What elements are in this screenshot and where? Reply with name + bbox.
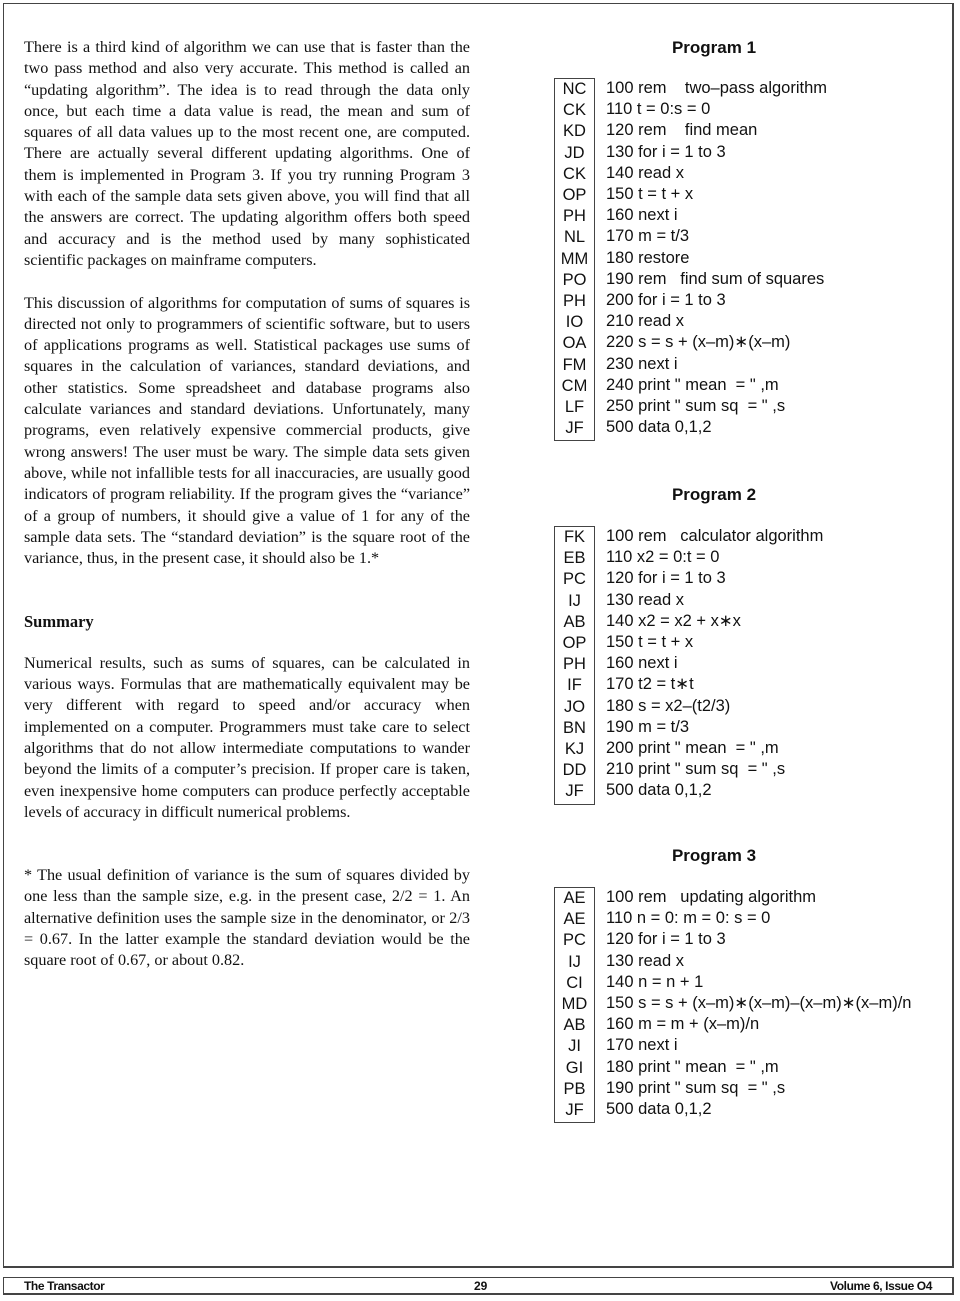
code-line: 230 next i — [606, 354, 678, 373]
program-3-listing — [554, 887, 911, 1123]
magazine-name: The Transactor — [24, 1279, 105, 1293]
article-text-column — [24, 37, 470, 972]
code-line: 180 restore — [606, 248, 690, 267]
checksum-code: CK — [563, 164, 586, 183]
program-2-title: Program 2 — [671, 485, 757, 504]
code-line: 240 print " mean = " ,m — [606, 375, 779, 394]
code-line: 220 s = s + (x–m)∗(x–m) — [606, 333, 791, 352]
checksum-code: IJ — [568, 952, 581, 971]
program-3-checksums — [554, 887, 595, 1123]
checksum-code: CI — [566, 973, 583, 992]
code-line: 140 read x — [606, 163, 684, 182]
code-line: 140 n = n + 1 — [606, 972, 704, 991]
paragraph-summary: Numerical results, such as sums of squares, can be calculated in various ways. Formulas that are mathematically equivalent may be very different with regard to speed and/or accuracy when implemented on a computer. Programmers must take care to select algorithms that do not allow intermediate computations to wander beyond the limits of a computer’s precision. If proper care is taken, even inexpensive home computers can produce perfectly acceptable levels of accuracy in difficult numerical problems. — [24, 653, 470, 821]
footnote: * The usual definition of variance is the sum of squares divided by one less than the sample size, e.g. in the present case, 2/2 = 1. An alternative definition uses the sample size in the denominator, or 2/3 = 0.67. In the latter example the standard deviation would be the square root of 0.67, or about 0.82. — [24, 866, 470, 970]
checksum-code: PO — [562, 270, 587, 289]
code-line: 100 rem two–pass algorithm — [606, 79, 828, 97]
code-line: 110 x2 = 0:t = 0 — [606, 548, 720, 567]
code-line: 140 x2 = x2 + x∗x — [606, 611, 741, 630]
code-line: 500 data 0,1,2 — [606, 1100, 712, 1119]
code-line: 180 print " mean = " ,m — [606, 1057, 779, 1076]
checksum-code: PH — [563, 655, 586, 674]
program-2-checksums — [554, 526, 595, 805]
program-1-checksums — [554, 78, 595, 441]
code-line: 130 read x — [606, 951, 684, 970]
checksum-code: IF — [567, 676, 582, 695]
program-1-listing — [554, 78, 827, 441]
code-line: 200 print " mean = " ,m — [606, 739, 779, 758]
checksum-code: JF — [565, 782, 584, 801]
code-line: 500 data 0,1,2 — [606, 781, 712, 800]
code-line: 160 next i — [606, 206, 678, 225]
code-line: 130 read x — [606, 590, 684, 609]
code-line: 150 s = s + (x–m)∗(x–m)–(x–m)∗(x–m)/n — [606, 994, 912, 1013]
checksum-code: KD — [563, 122, 586, 141]
checksum-code: MM — [560, 249, 589, 268]
checksum-code: CM — [561, 376, 588, 395]
checksum-code: PH — [563, 207, 586, 226]
checksum-code: JF — [565, 1101, 584, 1120]
checksum-code: PH — [563, 292, 586, 311]
checksum-code: FM — [562, 355, 587, 374]
page-number: 29 — [474, 1279, 488, 1293]
code-line: 200 for i = 1 to 3 — [606, 291, 726, 310]
checksum-code: KJ — [564, 740, 585, 759]
checksum-code: PC — [563, 931, 586, 950]
checksum-code: NC — [562, 80, 587, 98]
checksum-code: JF — [565, 419, 584, 438]
paragraph-updating-algorithm: There is a third kind of algorithm we can use that is faster than the two pass method and also very accurate. This method is called an “updating algorithm”. The idea is to read through the data only once, but each time a data value is read, the mean and sum of squares of all data values up to the most recent one, are computed. There are actually several different updating algorithms. One of them is implemented in Program 3. If you try running Program 3 with each of the sample data sets given above, you will find that all the answers are correct. The updating algorithm offers both speed and accuracy and is the method used by many sophisticated scientific packages on mainframe computers. — [24, 38, 470, 269]
summary-heading: Summary — [24, 612, 94, 632]
program-3-code — [595, 887, 911, 1123]
checksum-code: EB — [563, 549, 586, 568]
checksum-code: LF — [564, 398, 585, 417]
checksum-code: AE — [563, 889, 586, 907]
code-line: 130 for i = 1 to 3 — [606, 142, 726, 161]
checksum-code: BN — [563, 718, 586, 737]
code-line: 110 t = 0:s = 0 — [606, 100, 711, 119]
checksum-code: GI — [565, 1058, 584, 1077]
paragraph-discussion: This discussion of algorithms for computation of sums of squares is directed not only to programmers of scientific software, but to users of applications programs as well. Statistical packages use sums of squares in the calculation of variances, standard deviations, and other statistics. Some spreadsheet and database programs also calculate variances and standard deviations. Unfortunately, many programs, even relatively expensive commercial products, give wrong answers! The user must be wary. The simple data sets given above, while not infallible tests for all inaccuracies, are usually good indicators of program reliability. If the program gives the “variance” of a group of numbers, it should give a value of 1 for any of the sample data sets. The “standard deviation” is the square root of the variance, thus, in the present case, it should also be 1.* — [24, 293, 470, 568]
code-line: 100 rem updating algorithm — [606, 888, 817, 906]
checksum-code: AE — [563, 910, 586, 929]
checksum-code: JI — [568, 1037, 581, 1056]
code-line: 170 m = t/3 — [606, 227, 690, 246]
program-1-code — [595, 78, 827, 441]
checksum-code: MD — [561, 995, 588, 1014]
code-line: 120 for i = 1 to 3 — [606, 930, 726, 949]
code-line: 100 rem calculator algorithm — [606, 527, 824, 545]
checksum-code: JO — [563, 697, 586, 716]
program-2-listing — [554, 526, 823, 805]
checksum-code: PB — [563, 1079, 586, 1098]
code-line: 160 m = m + (x–m)/n — [606, 1015, 760, 1034]
code-line: 190 m = t/3 — [606, 717, 690, 736]
checksum-code: OP — [562, 634, 587, 653]
code-line: 210 print " sum sq = " ,s — [606, 760, 786, 779]
checksum-code: FK — [563, 528, 586, 546]
page-footer — [3, 1277, 954, 1295]
code-line: 190 rem find sum of squares — [606, 269, 825, 288]
checksum-code: PC — [563, 570, 586, 589]
code-line: 180 s = x2–(t2/3) — [606, 696, 731, 715]
checksum-code: OP — [562, 186, 587, 205]
checksum-code: IO — [565, 313, 584, 332]
code-line: 160 next i — [606, 654, 678, 673]
code-line: 190 print " sum sq = " ,s — [606, 1078, 786, 1097]
code-line: 210 read x — [606, 312, 684, 331]
program-2-code — [595, 526, 823, 805]
code-line: 150 t = t + x — [606, 633, 694, 652]
code-line: 120 for i = 1 to 3 — [606, 569, 726, 588]
code-line: 150 t = t + x — [606, 185, 694, 204]
code-line: 500 data 0,1,2 — [606, 418, 712, 437]
checksum-code: AB — [563, 1016, 586, 1035]
checksum-code: CK — [563, 101, 586, 120]
program-1-title: Program 1 — [671, 38, 757, 57]
issue-label: Volume 6, Issue O4 — [830, 1279, 932, 1293]
code-line: 170 next i — [606, 1036, 678, 1055]
checksum-code: DD — [562, 761, 587, 780]
checksum-code: IJ — [568, 591, 581, 610]
checksum-code: NL — [563, 228, 586, 247]
checksum-code: AB — [563, 612, 586, 631]
code-line: 250 print " sum sq = " ,s — [606, 397, 786, 416]
program-3-title: Program 3 — [671, 846, 757, 865]
code-line: 170 t2 = t∗t — [606, 675, 694, 694]
checksum-code: OA — [562, 334, 587, 353]
code-line: 110 n = 0: m = 0: s = 0 — [606, 909, 771, 928]
code-line: 120 rem find mean — [606, 121, 758, 140]
checksum-code: JD — [564, 143, 585, 162]
